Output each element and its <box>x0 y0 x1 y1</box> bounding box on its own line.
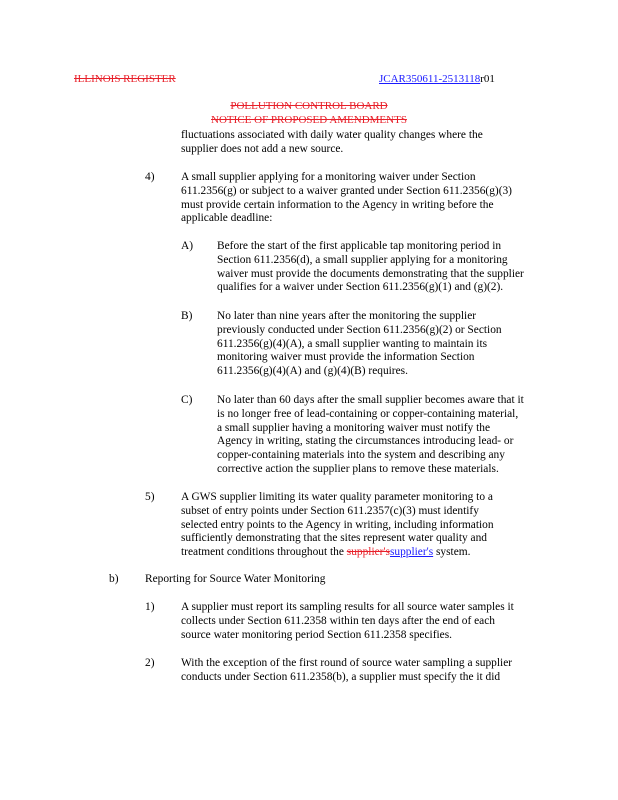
item-c-number: C) <box>181 394 193 406</box>
item-2-text: With the exception of the first round of source water sampling a supplier conducts under Section 611.2358(b), a supplier must specify the it did <box>181 657 513 683</box>
item-1-number: 1) <box>145 601 155 613</box>
item-a-number: A) <box>181 240 194 252</box>
agency-title: POLLUTION CONTROL BOARD <box>230 100 388 112</box>
item-1-text: A supplier must report its sampling results for all source water samples it collects under Section 611.2358 within ten days after the end of each source water monitoring period Section 611.2358 specifies. <box>181 601 514 641</box>
item-b-number: B) <box>181 310 193 322</box>
notice-title: NOTICE OF PROPOSED AMENDMENTS <box>211 114 407 126</box>
item-5-number: 5) <box>145 491 155 503</box>
section-b-title: Reporting for Source Water Monitoring <box>145 573 326 585</box>
intro-paragraph: fluctuations associated with daily water quality changes where the supplier does not add a new source. <box>181 129 483 155</box>
document-id <box>379 73 495 85</box>
item-2-number: 2) <box>145 657 155 669</box>
item-5-text: A GWS supplier limiting its water quality parameter monitoring to a subset of entry points under Section 611.2357(c)(3) must identify selected entry points to the Agency in writing, including information sufficiently demonstrating that the sites represent water quality and treatment conditions throughout the supplier'ssupplier's system. <box>181 491 494 559</box>
item-b-text: No later than nine years after the monitoring the supplier previously conducted under Section 611.2356(g)(2) or Section 611.2356(g)(4)(A), a small supplier wanting to maintain its monitoring waiver must provide the information Section 611.2356(g)(4)(A) and (g)(4)(B) requires. <box>217 310 502 378</box>
section-b-letter: b) <box>109 573 119 585</box>
deleted-text: supplier's <box>346 546 390 559</box>
item-4-text: A small supplier applying for a monitoring waiver under Section 611.2356(g) or subject to a waiver granted under Section 611.2356(g)(3) must provide certain information to the Agency in writing before the applicable deadline: <box>181 171 512 225</box>
item-4-number: 4) <box>145 171 155 183</box>
item-c-text: No later than 60 days after the small supplier becomes aware that it is no longer free of lead-containing or copper-containing material, a small supplier having a monitoring waiver must notify the Agency in writing, stating the circumstances introducing lead- or copper-containing materials into the system and describing any corrective action the supplier plans to remove these materials. <box>217 394 524 475</box>
register-name: ILLINOIS REGISTER <box>74 73 176 85</box>
document-id-link[interactable]: JCAR350611-2513118 <box>379 73 481 85</box>
item-a-text: Before the start of the first applicable tap monitoring period in Section 611.2356(d), a small supplier applying for a monitoring waiver must provide the documents demonstrating that the supplier qualifies for a waiver under Section 611.2356(g)(1) and (g)(2). <box>217 240 524 294</box>
document-id-suffix: r01 <box>480 73 495 85</box>
inserted-text: supplier's <box>389 546 434 559</box>
